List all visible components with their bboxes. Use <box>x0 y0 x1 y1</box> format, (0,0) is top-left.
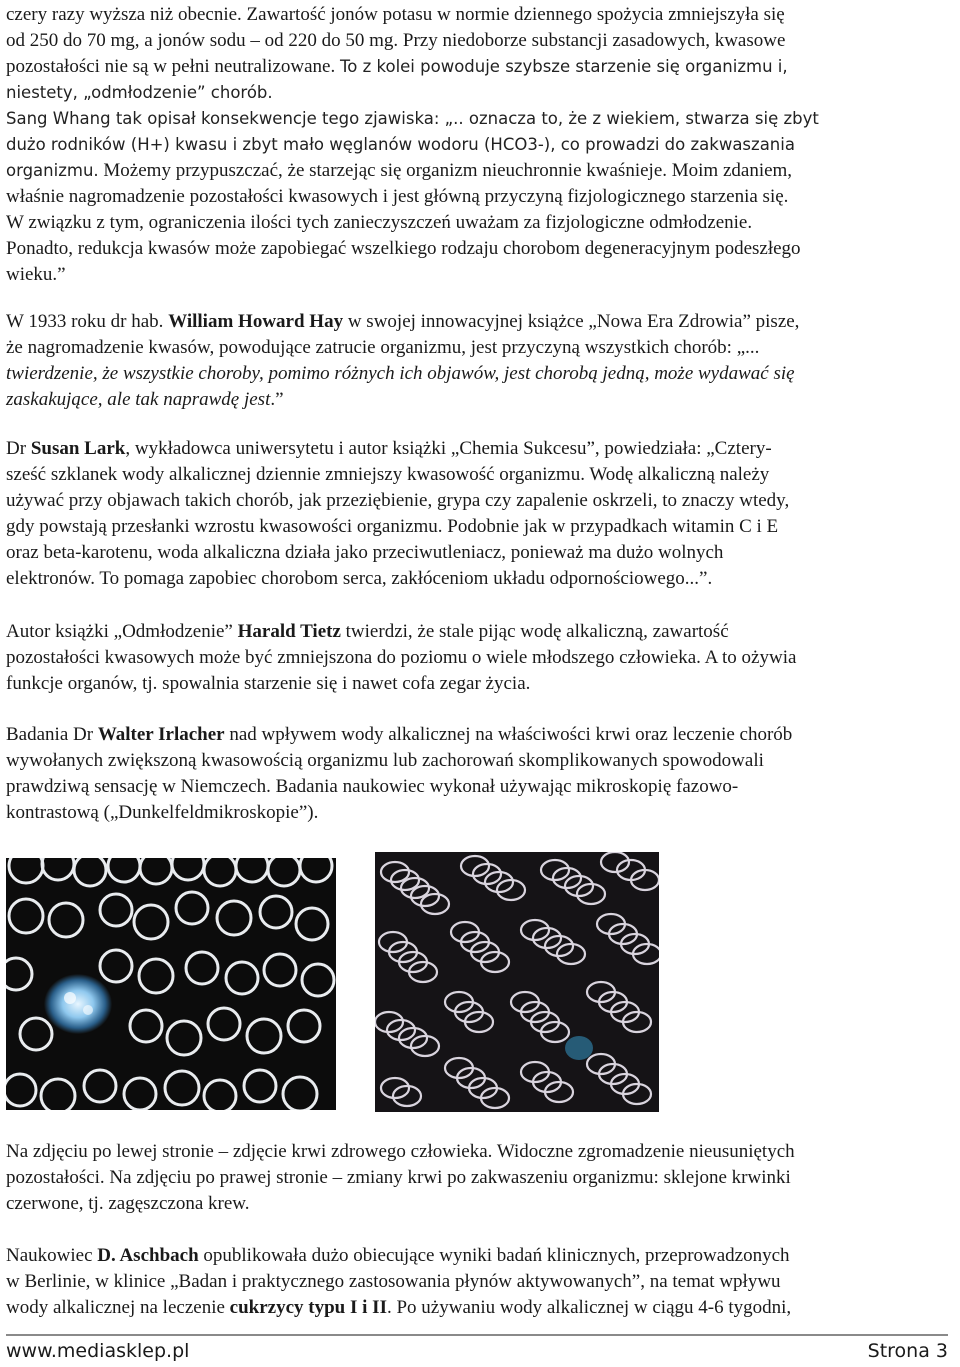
text-line: oraz beta-karotenu, woda alkaliczna działa jako przeciwutleniacz, ponieważ ma dużo wolnych <box>6 542 724 563</box>
text-fragment: Możemy przypuszczać, że starzejąc się organizm nieuchronnie kwaśnieje. Moim zdaniem, <box>103 160 793 181</box>
text-fragment: .” <box>270 389 284 410</box>
text-line: w Berlinie, w klinice „Badan i praktycznego zastosowania płynów aktywowanych”, na temat wpływu <box>6 1271 781 1292</box>
person-name: Susan Lark <box>30 438 126 459</box>
text-line: czerwone, tj. zagęszczona krew. <box>6 1193 250 1214</box>
text-line: czery razy wyższa niż obecnie. Zawartość jonów potasu w normie dziennego spożycia zmniejszyła się <box>6 4 785 25</box>
text-line <box>6 309 946 335</box>
text-fragment: nad wpływem wody alkalicznej na właściwości krwi oraz leczenie chorób <box>224 724 793 745</box>
text-line <box>6 619 946 645</box>
text-fragment: To z kolei powoduje szybsze starzenie się organizmu i, <box>339 57 788 76</box>
quote-fragment: zaskakujące, ale tak naprawdę jest <box>6 389 271 410</box>
text-line: wieku.” <box>6 264 66 285</box>
text-fragment: Dr <box>6 438 31 459</box>
page-footer <box>6 1340 948 1366</box>
text-line <box>6 158 946 184</box>
paragraph-acid-intro <box>6 2 946 288</box>
text-line: od 250 do 70 mg, a jonów sodu – od 220 do 50 mg. Przy niedoborze substancji zasadowych, kwasowe <box>6 30 786 51</box>
text-line: kontrastową („Dunkelfeldmikroskopie”). <box>6 802 319 823</box>
text-line: pozostałości kwasowych może być zmniejszona do poziomu o wiele młodszego człowieka. A to ożywia <box>6 647 797 668</box>
footer-website-link[interactable]: www.mediasklep.pl <box>6 1340 190 1362</box>
text-line: sześć szklanek wody alkalicznej dziennie zmniejszy kwasowość organizmu. Wodę alkaliczną należy <box>6 464 770 485</box>
text-line <box>6 54 946 80</box>
text-fragment: wody alkalicznej na leczenie <box>6 1297 230 1318</box>
highlighted-term: cukrzycy typu I i II <box>229 1297 387 1318</box>
text-line: wywołanych zwiększoną kwasowością organizmu lub zachorowań skomplikowanych spowodowali <box>6 750 764 771</box>
text-fragment: pozostałości nie są w pełni neutralizowane. <box>6 56 336 77</box>
text-fragment: , wykładowca uniwersytetu i autor książki „Chemia Sukcesu”, powiedziała: „Cztery- <box>125 438 772 459</box>
text-line: że nagromadzenie kwasów, powodujące zatrucie organizmu, jest przyczyną wszystkich chorób: „... <box>6 337 760 358</box>
text-fragment: twierdzi, że stale pijąc wodę alkaliczną, zawartość <box>340 621 729 642</box>
text-fragment: w swojej innowacyjnej książce „Nowa Era Zdrowia” pisze, <box>343 311 800 332</box>
text-fragment: Autor książki „Odmłodzenie” <box>6 621 238 642</box>
text-fragment: opublikowała dużo obiecujące wyniki badań klinicznych, przeprowadzonych <box>198 1245 790 1266</box>
text-line: dużo rodników (H+) kwasu i zbyt mało węglanów wodoru (HCO3-), co prowadzi do zakwaszania <box>6 135 795 154</box>
text-line <box>6 1295 946 1321</box>
text-line: Ponadto, redukcja kwasów może zapobiegać wszelkiego rodzaju chorobom degeneracyjnym podeszłego <box>6 238 801 259</box>
text-line <box>6 387 946 413</box>
page-number: Strona 3 <box>867 1340 948 1362</box>
person-name: Harald Tietz <box>237 621 341 642</box>
text-line: Sang Whang tak opisał konsekwencje tego zjawiska: „.. oznacza to, że z wiekiem, stwarza się zbyt <box>6 109 819 128</box>
text-line: gdy powstają przesłanki wzrostu kwasowości organizmu. Podobnie jak w przypadkach witamin C i E <box>6 516 779 537</box>
paragraph-irlacher <box>6 722 946 826</box>
text-fragment: Naukowiec <box>6 1245 98 1266</box>
person-name: William Howard Hay <box>168 311 344 332</box>
text-fragment: Badania Dr <box>6 724 98 745</box>
photo-caption-paragraph <box>6 1139 946 1217</box>
text-fragment: W 1933 roku dr hab. <box>6 311 169 332</box>
white-blood-cell <box>565 1036 593 1060</box>
text-line: prawdziwą sensację w Niemczech. Badania naukowiec wykonał używając mikroskopię fazowo- <box>6 776 739 797</box>
quote-line: twierdzenie, że wszystkie choroby, pomimo różnych ich objawów, jest chorobą jedną, może wydawać się <box>6 363 795 384</box>
healthy-blood-photo <box>6 858 336 1110</box>
paragraph-hay <box>6 309 946 413</box>
person-name: D. Aschbach <box>97 1245 199 1266</box>
text-line: pozostałości. Na zdjęciu po prawej stronie – zmiany krwi po zakwaszeniu organizmu: sklejone krwinki <box>6 1167 791 1188</box>
acidified-blood-photo <box>375 852 659 1112</box>
text-line: Na zdjęciu po lewej stronie – zdjęcie krwi zdrowego człowieka. Widoczne zgromadzenie nieusuniętych <box>6 1141 795 1162</box>
white-blood-cell <box>44 974 112 1034</box>
text-line: używać przy objawach takich chorób, jak przeziębienie, grypa czy zapalenie oskrzeli, to znaczy wtedy, <box>6 490 790 511</box>
paragraph-tietz <box>6 619 946 697</box>
acidified-blood-microscopy-image <box>375 852 659 1112</box>
text-line <box>6 1243 946 1269</box>
healthy-blood-microscopy-image <box>6 858 336 1110</box>
text-fragment: . Po używaniu wody alkalicznej w ciągu 4-6 tygodni, <box>386 1297 792 1318</box>
paragraph-lark <box>6 436 946 592</box>
person-name: Walter Irlacher <box>97 724 225 745</box>
text-line: W związku z tym, ograniczenia ilości tych zanieczyszczeń uważam za fizjologiczne odmłodzenie. <box>6 212 753 233</box>
paragraph-aschbach <box>6 1243 946 1321</box>
text-fragment: organizmu. <box>6 161 99 180</box>
text-line <box>6 722 946 748</box>
footer-divider <box>6 1334 948 1336</box>
text-line: właśnie nagromadzenie pozostałości kwasowych i jest główną przyczyną fizjologicznego starzenia się. <box>6 186 789 207</box>
text-line: niestety, „odmłodzenie” chorób. <box>6 83 273 102</box>
text-line <box>6 436 946 462</box>
text-line: elektronów. To pomaga zapobiec chorobom serca, zakłóceniom układu odpornościowego...”. <box>6 568 713 589</box>
text-line: funkcje organów, tj. spowalnia starzenie się i nawet cofa zegar życia. <box>6 673 531 694</box>
